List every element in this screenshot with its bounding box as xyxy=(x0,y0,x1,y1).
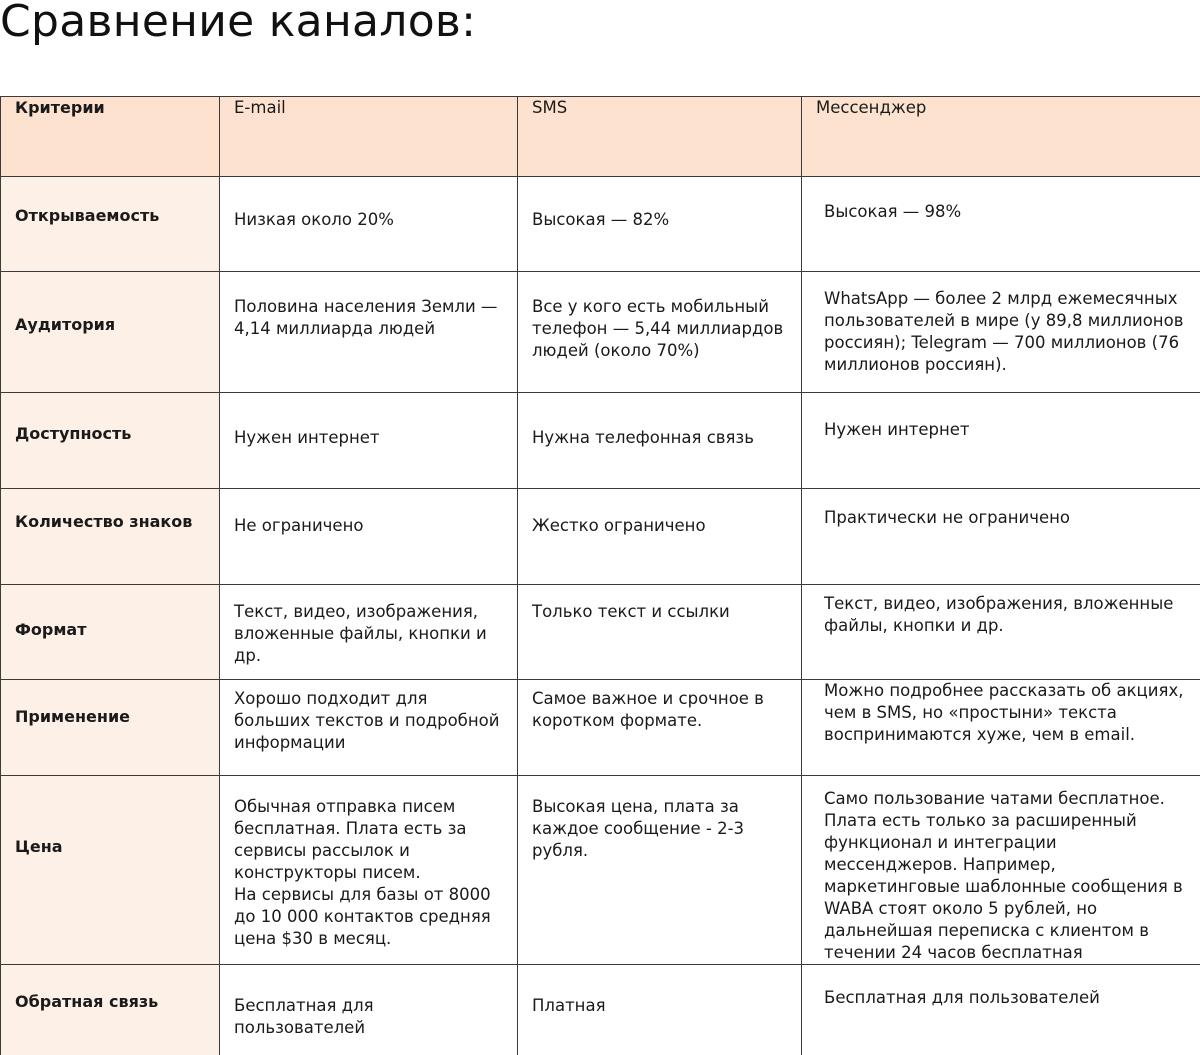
messenger-cell: Текст, видео, изображения, вложенные файлы, кнопки и др. xyxy=(802,585,1200,680)
messenger-cell: Нужен интернет xyxy=(802,393,1200,489)
messenger-cell: Высокая — 98% xyxy=(802,177,1200,272)
sms-cell: Нужна телефонная связь xyxy=(518,393,802,489)
sms-cell: Все у кого есть мобильный телефон — 5,44 миллиардов людей (около 70%) xyxy=(518,272,802,393)
table-row xyxy=(1,272,1200,393)
sms-cell: Только текст и ссылки xyxy=(518,585,802,680)
criterion-cell: Открываемость xyxy=(1,177,220,272)
table-row xyxy=(1,965,1200,1055)
header-criteria: Критерии xyxy=(1,97,220,177)
sms-cell: Жестко ограничено xyxy=(518,489,802,585)
table-row xyxy=(1,680,1200,776)
email-cell: Бесплатная для пользователей xyxy=(220,965,518,1055)
messenger-cell: Само пользование чатами бесплатное. Плата есть только за расширенный функционал и интеграции мессенджеров. Например, маркетинговые шаблонные сообщения в WABA стоят около 5 рублей, но дальнейшая переписка с клиентом в течении 24 часов бесплатная xyxy=(802,776,1200,965)
email-cell: Хорошо подходит для больших текстов и подробной информации xyxy=(220,680,518,776)
email-cell: Нужен интернет xyxy=(220,393,518,489)
table-row xyxy=(1,177,1200,272)
criterion-cell: Обратная связь xyxy=(1,965,220,1055)
email-cell: Обычная отправка писем бесплатная. Плата есть за сервисы рассылок и конструкторы писем. На сервисы для базы от 8000 до 10 000 контактов средняя цена $30 в месяц. xyxy=(220,776,518,965)
table-row xyxy=(1,393,1200,489)
page-title: Сравнение каналов: xyxy=(0,0,477,47)
criterion-cell: Цена xyxy=(1,776,220,965)
sms-cell: Платная xyxy=(518,965,802,1055)
sms-cell: Высокая — 82% xyxy=(518,177,802,272)
email-cell: Низкая около 20% xyxy=(220,177,518,272)
criterion-cell: Формат xyxy=(1,585,220,680)
sms-cell: Самое важное и срочное в коротком формате. xyxy=(518,680,802,776)
table-row xyxy=(1,585,1200,680)
table-row xyxy=(1,489,1200,585)
email-cell: Не ограничено xyxy=(220,489,518,585)
email-cell: Половина населения Земли — 4,14 миллиарда людей xyxy=(220,272,518,393)
messenger-cell: Можно подробнее рассказать об акциях, чем в SMS, но «простыни» текста воспринимаются хуже, чем в email. xyxy=(802,680,1200,776)
criterion-cell: Доступность xyxy=(1,393,220,489)
messenger-cell: Бесплатная для пользователей xyxy=(802,965,1200,1055)
header-email: E-mail xyxy=(220,97,518,177)
messenger-cell: Практически не ограничено xyxy=(802,489,1200,585)
sms-cell: Высокая цена, плата за каждое сообщение - 2-3 рубля. xyxy=(518,776,802,965)
email-cell: Текст, видео, изображения, вложенные файлы, кнопки и др. xyxy=(220,585,518,680)
criterion-cell: Аудитория xyxy=(1,272,220,393)
comparison-table xyxy=(0,96,1200,1055)
messenger-cell: WhatsApp — более 2 млрд ежемесячных пользователей в мире (у 89,8 миллионов россиян); Telegram — 700 миллионов (76 миллионов россиян). xyxy=(802,272,1200,393)
criterion-cell: Применение xyxy=(1,680,220,776)
table-header-row xyxy=(1,97,1200,177)
header-messenger: Мессенджер xyxy=(802,97,1200,177)
criterion-cell: Количество знаков xyxy=(1,489,220,585)
table-row xyxy=(1,776,1200,965)
header-sms: SMS xyxy=(518,97,802,177)
